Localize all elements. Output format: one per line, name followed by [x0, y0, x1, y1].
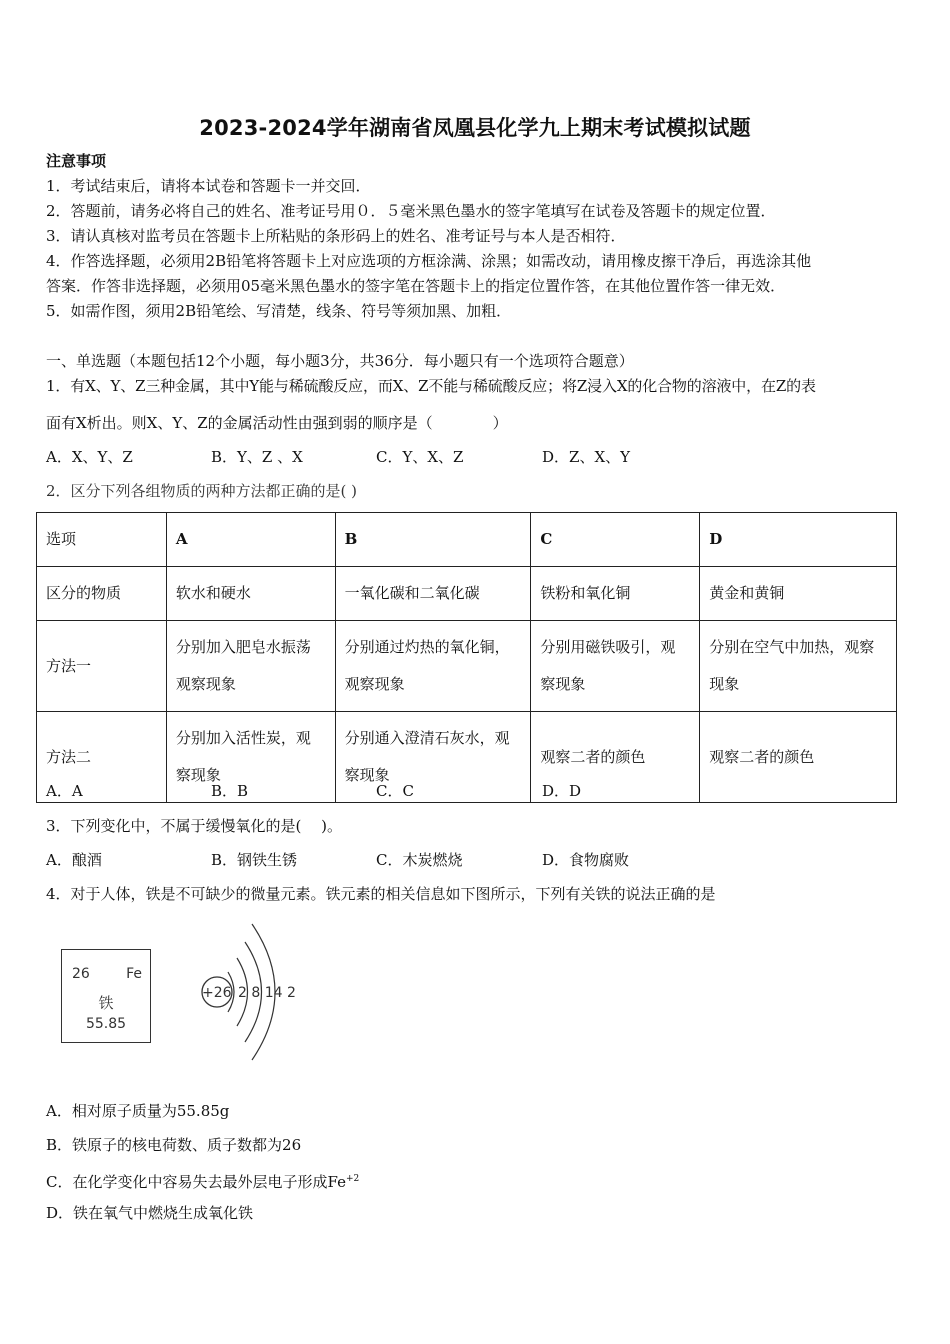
table-header-cell: A — [166, 513, 335, 567]
section-heading: 一、单选题（本题包括12个小题，每小题3分，共36分．每小题只有一个选项符合题意） — [46, 352, 634, 370]
table-cell: 观察二者的颜色 — [700, 712, 897, 803]
nucleus-charge: +26 — [202, 985, 232, 1001]
table-cell: 软水和硬水 — [166, 567, 335, 621]
table-cell: 分别加入活性炭，观察现象 — [166, 712, 335, 803]
notice-item-4-cont: 答案．作答非选择题，必须用05毫米黑色墨水的签字笔在答题卡上的指定位置作答，在其他位置作答一律无效． — [46, 277, 786, 295]
notice-heading: 注意事项 — [46, 152, 107, 170]
q1-option-d: D．Z、X、Y — [542, 448, 631, 466]
q2-option-a: A．A — [46, 782, 83, 800]
table-cell: 黄金和黄铜 — [700, 567, 897, 621]
q4-option-b: B．铁原子的核电荷数、质子数都为26 — [46, 1136, 302, 1154]
q4-option-a: A．相对原子质量为55.85g — [46, 1102, 230, 1120]
electron-counts: 2 8 14 2 — [238, 985, 296, 1001]
table-cell: 方法一 — [37, 621, 167, 712]
atom-structure-diagram — [190, 918, 320, 1068]
table-cell: 铁粉和氧化铜 — [531, 567, 700, 621]
table-cell: 一氧化碳和二氧化碳 — [335, 567, 531, 621]
q3-option-b: B．钢铁生锈 — [211, 851, 298, 869]
table-header-cell: D — [700, 513, 897, 567]
table-cell: 方法二 — [37, 712, 167, 803]
element-symbol: Fe — [126, 966, 142, 982]
atomic-number: 26 — [72, 966, 90, 982]
table-cell: 分别用磁铁吸引，观察现象 — [531, 621, 700, 712]
atomic-mass: 55.85 — [85, 1016, 127, 1032]
page-title: 2023-2024学年湖南省凤凰县化学九上期末考试模拟试题 — [199, 116, 751, 140]
q4-option-d: D．铁在氧气中燃烧生成氧化铁 — [46, 1204, 254, 1222]
notice-item-3: 3．请认真核对监考员在答题卡上所粘贴的条形码上的姓名、准考证号与本人是否相符． — [46, 227, 626, 245]
table-cell: 分别在空气中加热，观察现象 — [700, 621, 897, 712]
q1-option-a: A．X、Y、Z — [46, 448, 133, 466]
q3-option-a: A．酿酒 — [46, 851, 102, 869]
q3-stem: 3．下列变化中，不属于缓慢氧化的是( )。 — [46, 817, 343, 835]
notice-item-4: 4．作答选择题，必须用2B铅笔将答题卡上对应选项的方框涂满、涂黑；如需改动，请用橡皮擦干净后，再选涂其他 — [46, 252, 812, 270]
table-cell: 分别通入澄清石灰水，观察现象 — [335, 712, 531, 803]
q1-stem-line1: 1．有X、Y、Z三种金属，其中Y能与稀硫酸反应，而X、Z不能与稀硫酸反应；将Z浸入X的化合物的溶液中，在Z的表 — [46, 377, 816, 395]
table-row — [37, 567, 897, 621]
table-row — [37, 621, 897, 712]
q1-option-b: B．Y、Z 、X — [211, 448, 303, 466]
notice-item-2: 2．答题前，请务必将自己的姓名、准考证号用０．５毫米黑色墨水的签字笔填写在试卷及答题卡的规定位置． — [46, 202, 776, 220]
q3-option-c: C．木炭燃烧 — [376, 851, 463, 869]
table-cell: 区分的物质 — [37, 567, 167, 621]
q4-option-c: C．在化学变化中容易失去最外层电子形成Fe — [46, 1173, 346, 1191]
q1-option-c: C．Y、X、Z — [376, 448, 464, 466]
table-header-cell: B — [335, 513, 531, 567]
q2-option-c: C．C — [376, 782, 414, 800]
table-header-cell: C — [531, 513, 700, 567]
q1-stem-line2: 面有X析出。则X、Y、Z的金属活动性由强到弱的顺序是（ ） — [46, 414, 508, 432]
table-cell: 分别加入肥皂水振荡观察现象 — [166, 621, 335, 712]
table-row — [37, 513, 897, 567]
charge-superscript: +2 — [345, 1174, 360, 1184]
element-card — [61, 949, 151, 1043]
table-cell: 分别通过灼热的氧化铜，观察现象 — [335, 621, 531, 712]
table-cell: 观察二者的颜色 — [531, 712, 700, 803]
element-name: 铁 — [98, 994, 114, 1012]
q4-option-c-line — [46, 1169, 359, 1192]
table-row — [37, 712, 897, 803]
q2-option-b: B．B — [211, 782, 249, 800]
q4-stem: 4．对于人体，铁是不可缺少的微量元素。铁元素的相关信息如下图所示，下列有关铁的说法正确的是 — [46, 885, 716, 903]
notice-item-5: 5．如需作图，须用2B铅笔绘、写清楚，线条、符号等须加黑、加粗． — [46, 302, 512, 320]
q2-option-d: D．D — [542, 782, 582, 800]
q2-stem: 2．区分下列各组物质的两种方法都正确的是( ) — [46, 482, 358, 500]
notice-item-1: 1．考试结束后，请将本试卷和答题卡一并交回． — [46, 177, 371, 195]
q3-option-d: D．食物腐败 — [542, 851, 630, 869]
table-header-cell: 选项 — [37, 513, 167, 567]
q2-table — [36, 512, 897, 803]
